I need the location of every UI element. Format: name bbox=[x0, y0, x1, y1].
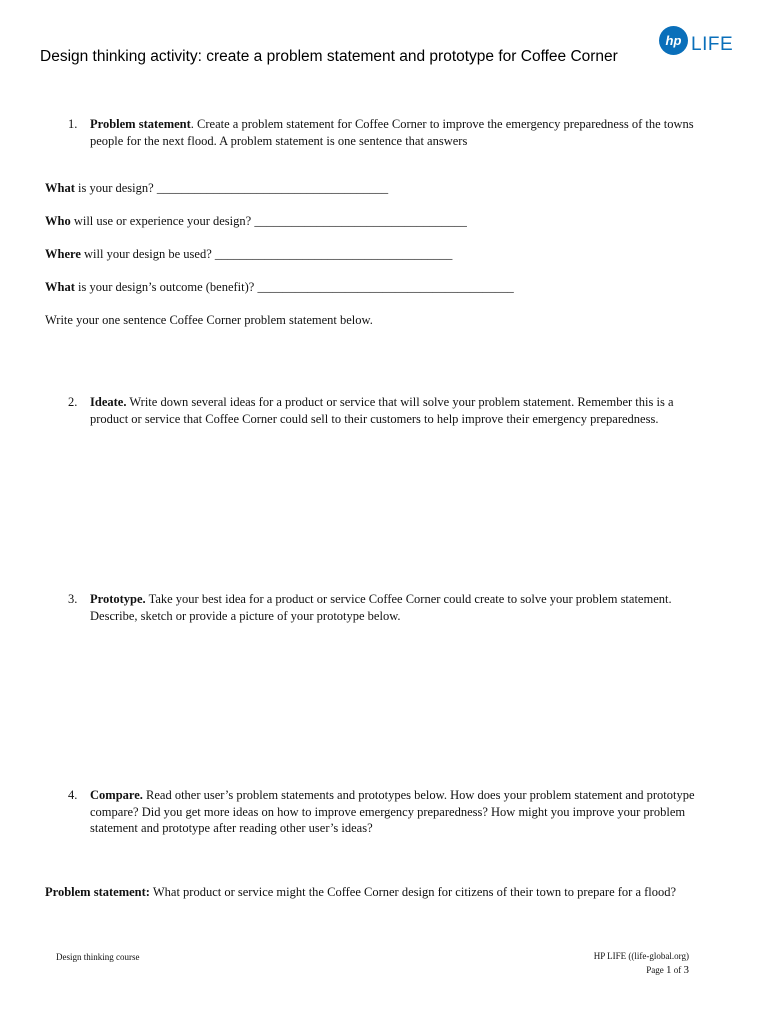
page-number: Page 1 of 3 bbox=[646, 964, 689, 976]
item-heading: Compare. bbox=[90, 788, 143, 802]
item-text: Create a problem statement for Coffee Corner to improve the emergency preparedness of the towns people for the next flood. A problem statement is one sentence that answers bbox=[90, 117, 694, 148]
answer-blank[interactable]: __________________________________ bbox=[254, 214, 467, 228]
item-heading: Ideate. bbox=[90, 395, 127, 409]
list-item-prototype bbox=[68, 591, 708, 624]
question-where: Where will your design be used? ______________________________________ bbox=[45, 247, 453, 261]
item-heading: Problem statement bbox=[90, 117, 191, 131]
list-item-ideate bbox=[68, 394, 708, 427]
logo-text: LIFE bbox=[691, 34, 734, 55]
hp-life-logo bbox=[659, 26, 734, 70]
list-item-problem-statement: 1. Problem statement. Create a problem statement for Coffee Corner to improve the emergency preparedness of the towns people for the next flood. A problem statement is one sentence that answers bbox=[68, 117, 694, 148]
answer-blank[interactable]: _____________________________________ bbox=[156, 181, 389, 195]
hp-logo-icon: hp bbox=[659, 26, 688, 55]
item-text: Write down several ideas for a product or service that will solve your problem statement. Remember this is a product or service that Coffee Corner could sell to their customers to help improve their emergency preparedness. bbox=[90, 395, 674, 426]
list-number: 3. bbox=[68, 592, 78, 606]
document-title: Design thinking activity: create a problem statement and prototype for Coffee Corner bbox=[40, 48, 618, 65]
answer-blank[interactable]: _________________________________________ bbox=[257, 280, 514, 294]
item-text: Take your best idea for a product or service Coffee Corner could create to solve your problem statement. Describe, sketch or provide a picture of your prototype below. bbox=[90, 592, 672, 623]
list-number: 4. bbox=[68, 788, 78, 802]
answer-blank[interactable]: ______________________________________ bbox=[214, 247, 453, 261]
question-who: Who will use or experience your design? __________________________________ bbox=[45, 214, 467, 228]
item-text: Read other user’s problem statements and prototypes below. How does your problem statement and prototype compare? Did you get more ideas on how to improve emergency preparedness? How might you improve your problem statement and prototype after reading other user’s ideas? bbox=[90, 788, 695, 835]
list-number: 1. bbox=[68, 117, 78, 131]
item-heading: Prototype. bbox=[90, 592, 146, 606]
list-number: 2. bbox=[68, 395, 78, 409]
problem-statement-text: What product or service might the Coffee Corner design for citizens of their town to prepare for a flood? bbox=[149, 885, 677, 899]
problem-statement-label: Problem statement: bbox=[45, 885, 150, 899]
question-outcome: What is your design’s outcome (benefit)? _________________________________________ bbox=[45, 280, 514, 294]
footer-course-name: Design thinking course bbox=[56, 952, 140, 962]
problem-statement-paragraph bbox=[45, 884, 715, 901]
instruction-text: Write your one sentence Coffee Corner problem statement below. bbox=[45, 313, 373, 327]
question-what: What is your design? _____________________________________ bbox=[45, 181, 389, 195]
footer-site: HP LIFE ((life-global.org) bbox=[593, 951, 689, 961]
list-item-compare bbox=[68, 787, 708, 837]
